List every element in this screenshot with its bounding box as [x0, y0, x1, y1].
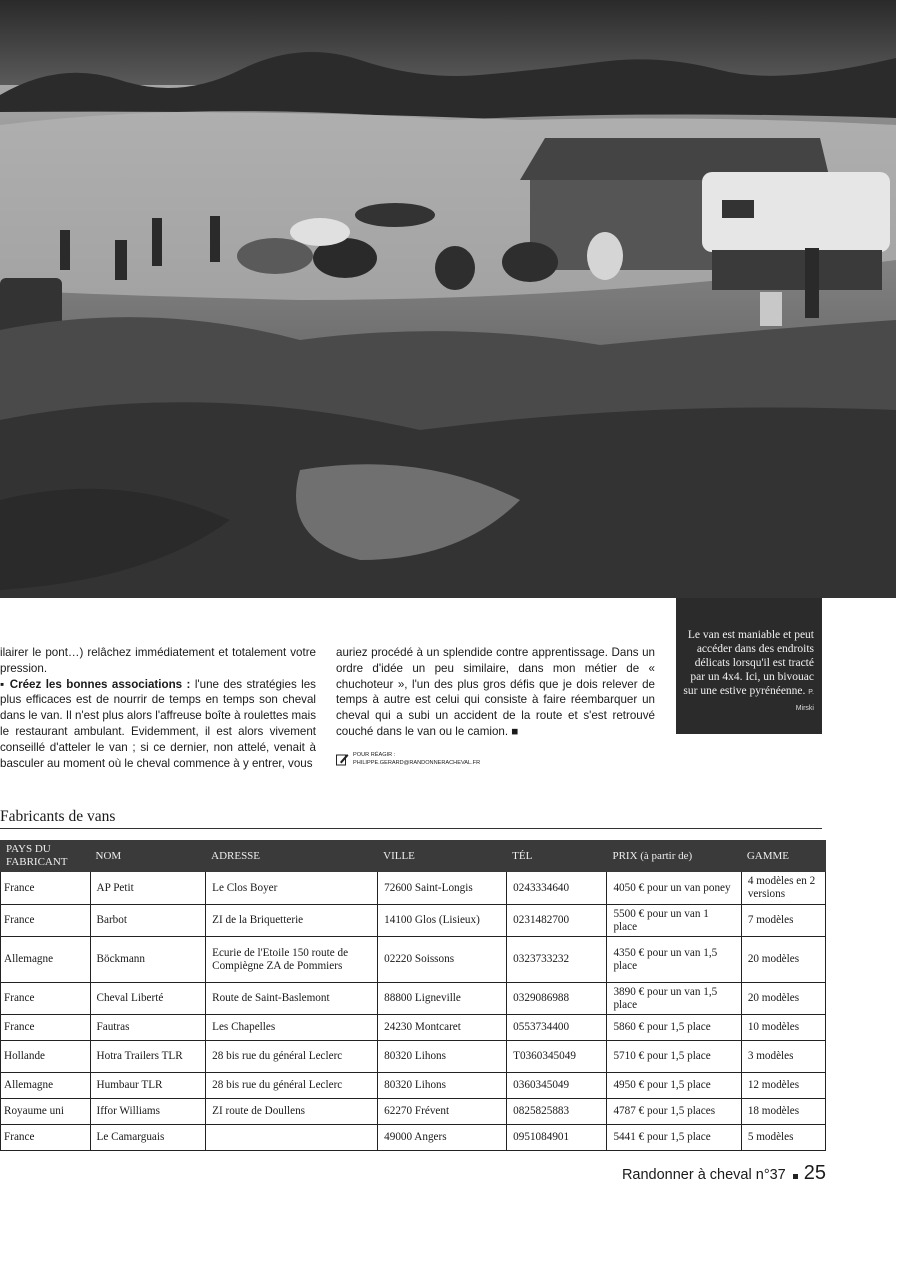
article-paragraph — [336, 645, 655, 740]
cell-adresse: Le Clos Boyer — [206, 872, 378, 905]
cell-adresse: ZI de la Briquetterie — [206, 905, 378, 937]
cell-prix: 4350 € pour un van 1,5 place — [607, 937, 741, 983]
cell-prix: 4787 € pour 1,5 places — [607, 1099, 741, 1125]
article-paragraph: ilairer le pont…) relâchez immédiatement et totalement votre pression. — [0, 646, 316, 675]
cell-prix: 5860 € pour 1,5 place — [607, 1015, 741, 1041]
header-prix: PRIX (à partir de) — [607, 841, 741, 872]
paragraph-text: auriez procédé à un splendide contre apprentissage. Dans un ordre d'idée un peu similaire, dans mon métier de « chuchoteur », l'un des plus gros défis que je dois relever de temps à autre est celui qui consiste à faire réembarquer un cheval qui a subi un accident de la route et s'est retrouvé couché dans le van ou le camion. — [336, 646, 655, 738]
manufacturers-table — [0, 840, 826, 1151]
cell-gamme: 20 modèles — [741, 983, 825, 1015]
photo-caption — [676, 598, 822, 734]
cell-tel: 0951084901 — [507, 1125, 607, 1151]
table-row — [1, 1099, 826, 1125]
header-nom: NOM — [90, 841, 206, 872]
cell-nom: Humbaur TLR — [90, 1073, 206, 1099]
cell-adresse: ZI route de Doullens — [206, 1099, 378, 1125]
cell-ville: 49000 Angers — [378, 1125, 507, 1151]
cell-gamme: 7 modèles — [741, 905, 825, 937]
horse-bivouac-photo — [0, 0, 896, 598]
square-bullet-icon — [793, 1174, 798, 1179]
caption-text: Le van est maniable et peut accéder dans des endroits délicats lorsqu'il est tracté par un 4x4. Ici, un bivouac sur une estive pyrénéenne. — [683, 629, 814, 697]
cell-gamme: 12 modèles — [741, 1073, 825, 1099]
table-row — [1, 1015, 826, 1041]
cell-gamme: 18 modèles — [741, 1099, 825, 1125]
cell-pays: France — [1, 872, 91, 905]
reader-response-box — [336, 752, 480, 767]
cell-nom: Hotra Trailers TLR — [90, 1041, 206, 1073]
article-column-1 — [0, 645, 316, 771]
cell-tel: 0329086988 — [507, 983, 607, 1015]
cell-adresse: 28 bis rue du général Leclerc — [206, 1073, 378, 1099]
table-row — [1, 905, 826, 937]
cell-pays: France — [1, 983, 91, 1015]
cell-pays: France — [1, 905, 91, 937]
cell-adresse: Ecurie de l'Etoile 150 route de Compiègne ZA de Pommiers — [206, 937, 378, 983]
table-row — [1, 983, 826, 1015]
cell-nom: AP Petit — [90, 872, 206, 905]
cell-nom: Barbot — [90, 905, 206, 937]
cell-ville: 62270 Frévent — [378, 1099, 507, 1125]
cell-tel: 0825825883 — [507, 1099, 607, 1125]
cell-tel: T0360345049 — [507, 1041, 607, 1073]
cell-tel: 0553734400 — [507, 1015, 607, 1041]
paragraph-text: l'une des stratégies les plus efficaces est de nourrir de temps en temps son cheval dans le van. Il n'est plus alors l'affreuse boîte à roulettes mais le restaurant ambulant. Evidemment, il est alors vivement conseillé d'atteler le van ; si ce dernier, non attelé, venait à basculer au moment où le cheval commence à y entrer, vous — [0, 677, 316, 770]
table-row — [1, 1041, 826, 1073]
article-paragraph: ▪ Créez les bonnes associations : l'une des stratégies les plus efficaces est de nourrir de temps en temps son cheval dans le van. Il n'est plus alors l'affreuse boîte à roulettes mais le restaurant ambulant. Evidemment, il est alors vivement conseillé d'atteler le van ; si ce dernier, non attelé, venait à basculer au moment où le cheval commence à y entrer, vous — [0, 677, 316, 770]
cell-tel: 0323733232 — [507, 937, 607, 983]
cell-pays: Allemagne — [1, 1073, 91, 1099]
cell-adresse: Route de Saint-Baslemont — [206, 983, 378, 1015]
cell-ville: 14100 Glos (Lisieux) — [378, 905, 507, 937]
title-divider — [0, 828, 822, 829]
cell-nom: Iffor Williams — [90, 1099, 206, 1125]
table-row — [1, 1125, 826, 1151]
table-row — [1, 937, 826, 983]
cell-ville: 88800 Ligneville — [378, 983, 507, 1015]
cell-prix: 5441 € pour 1,5 place — [607, 1125, 741, 1151]
article-column-2 — [336, 645, 655, 740]
table-title: Fabricants de vans — [0, 808, 116, 825]
cell-ville: 80320 Lihons — [378, 1073, 507, 1099]
cell-pays: Allemagne — [1, 937, 91, 983]
cell-tel: 0231482700 — [507, 905, 607, 937]
cell-adresse: Les Chapelles — [206, 1015, 378, 1041]
cell-adresse: 28 bis rue du général Leclerc — [206, 1041, 378, 1073]
cell-ville: 24230 Montcaret — [378, 1015, 507, 1041]
cell-pays: France — [1, 1015, 91, 1041]
cell-prix: 5500 € pour un van 1 place — [607, 905, 741, 937]
cell-ville: 72600 Saint-Longis — [378, 872, 507, 905]
cell-gamme: 3 modèles — [741, 1041, 825, 1073]
cell-nom: Böckmann — [90, 937, 206, 983]
cell-prix: 5710 € pour 1,5 place — [607, 1041, 741, 1073]
reagir-label: POUR RÉAGIR : — [353, 752, 396, 758]
cell-ville: 80320 Lihons — [378, 1041, 507, 1073]
table-row — [1, 1073, 826, 1099]
cell-pays: France — [1, 1125, 91, 1151]
end-mark-icon: ■ — [511, 724, 519, 738]
magazine-name: Randonner à cheval n°37 — [621, 1167, 786, 1183]
cell-nom: Cheval Liberté — [90, 983, 206, 1015]
cell-tel: 0243334640 — [507, 872, 607, 905]
cell-nom: Le Camarguais — [90, 1125, 206, 1151]
cell-prix: 4950 € pour 1,5 place — [607, 1073, 741, 1099]
header-adresse: ADRESSE — [206, 841, 378, 872]
cell-adresse — [206, 1125, 378, 1151]
cell-pays: Hollande — [1, 1041, 91, 1073]
cell-gamme: 10 modèles — [741, 1015, 825, 1041]
table-row — [1, 872, 826, 905]
reagir-email-link[interactable]: PHILIPPE.GERARD@RANDONNERACHEVAL.FR — [353, 759, 481, 766]
table-header-row — [1, 841, 826, 872]
cell-gamme: 4 modèles en 2 versions — [741, 872, 825, 905]
page-footer — [622, 1162, 826, 1185]
page-number: 25 — [803, 1162, 826, 1184]
cell-gamme: 5 modèles — [741, 1125, 825, 1151]
paragraph-lead: Créez les bonnes associations : — [9, 677, 191, 691]
cell-prix: 4050 € pour un van poney — [607, 872, 741, 905]
photo-credit: P. Mirski — [795, 689, 814, 712]
cell-ville: 02220 Soissons — [378, 937, 507, 983]
header-ville: VILLE — [378, 841, 507, 872]
cell-nom: Fautras — [90, 1015, 206, 1041]
cell-pays: Royaume uni — [1, 1099, 91, 1125]
header-tel: TÉL — [507, 841, 607, 872]
cell-tel: 0360345049 — [507, 1073, 607, 1099]
header-pays: PAYS DU FABRICANT — [1, 841, 91, 872]
cell-prix: 3890 € pour un van 1,5 place — [607, 983, 741, 1015]
pen-icon — [336, 752, 349, 766]
header-gamme: GAMME — [741, 841, 825, 872]
cell-gamme: 20 modèles — [741, 937, 825, 983]
